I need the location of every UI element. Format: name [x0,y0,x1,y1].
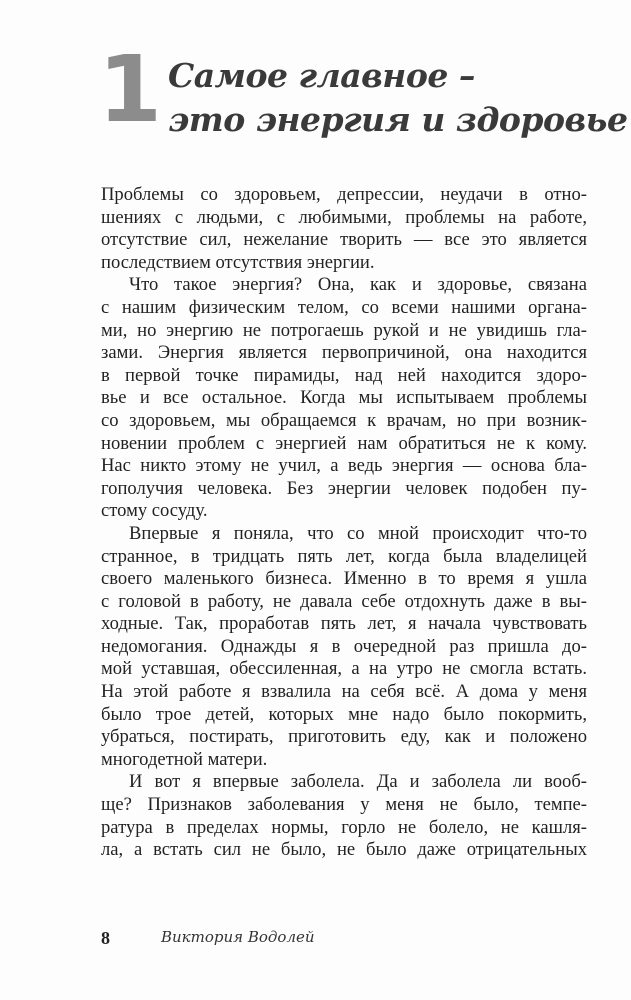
paragraph [101,184,587,274]
page-number: 8 [101,928,110,948]
text-line: ходные. Так, проработав пять лет, я начала чувствовать [101,613,587,635]
chapter-title [168,54,627,142]
text-line: мой уставшая, обессиленная, а на утро не смогла встать. [101,658,587,680]
text-line: ла, а встать сил не было, не было даже отрицательных [101,839,587,861]
page-footer [101,928,587,958]
text-line: странное, в тридцать пять лет, когда была владелицей [101,545,587,567]
text-line: многодетной матери. [101,748,268,770]
text-line: в первой точке пирамиды, над ней находится здоро- [101,364,587,386]
text-line: шениях с людьми, с любимыми, проблемы на работе, [101,206,587,228]
text-line: Проблемы со здоровьем, депрессии, неудачи в отно- [101,184,587,205]
paragraph [101,771,587,861]
body-text [101,184,587,862]
text-line: ратура в пределах нормы, горло не болело, не кашля- [101,816,587,838]
text-line: со здоровьем, мы обращаемся к врачам, но при возник- [101,409,587,431]
text-line: На этой работе я взвалила на себя всё. А дома у меня [101,681,587,703]
text-line: гополучия человека. Без энергии человек подобен пу- [101,477,587,499]
chapter-number: 1 [98,36,163,143]
author-name: Виктория Водолей [161,928,315,946]
text-line: отсутствие сил, нежелание творить — все это является [101,229,587,251]
text-line: недомогания. Однажды я в очередной раз пришла до- [101,635,587,657]
chapter-header [98,36,628,143]
text-line: стому сосуду. [101,500,208,522]
text-line: с нашим физическим телом, со всеми нашими органа- [101,296,587,318]
text-line: Впервые я поняла, что со мной происходит что-то [129,522,587,544]
chapter-title-line: Самое главное – [168,56,475,95]
text-line: своего маленького бизнеса. Именно в то время я ушла [101,568,587,590]
text-line: И вот я впервые заболела. Да и заболела ли вооб- [129,771,587,793]
paragraph [101,274,587,523]
text-line: было трое детей, которых мне надо было покормить, [101,703,587,725]
text-line: Нас никто этому не учил, а ведь энергия — основа бла- [101,455,587,477]
text-line: с головой в работу, не давала себе отдохнуть даже в вы- [101,590,587,612]
text-line: ще? Признаков заболевания у меня не было, темпе- [101,794,587,816]
text-line: последствием отсутствия энергии. [101,251,375,273]
text-line: ми, но энергию не потрогаешь рукой и не увидишь гла- [101,319,587,341]
chapter-title-line: это энергия и здоровье [168,100,628,139]
text-line: зами. Энергия является первопричиной, она находится [101,342,587,364]
text-line: вье и все остальное. Когда мы испытываем проблемы [101,387,587,409]
paragraph [101,523,587,772]
text-line: убраться, постирать, приготовить еду, как и положено [101,726,587,748]
text-line: Что такое энергия? Она, как и здоровье, связана [129,274,587,296]
text-line: новении проблем с энергией нам обратиться не к кому. [101,432,587,454]
